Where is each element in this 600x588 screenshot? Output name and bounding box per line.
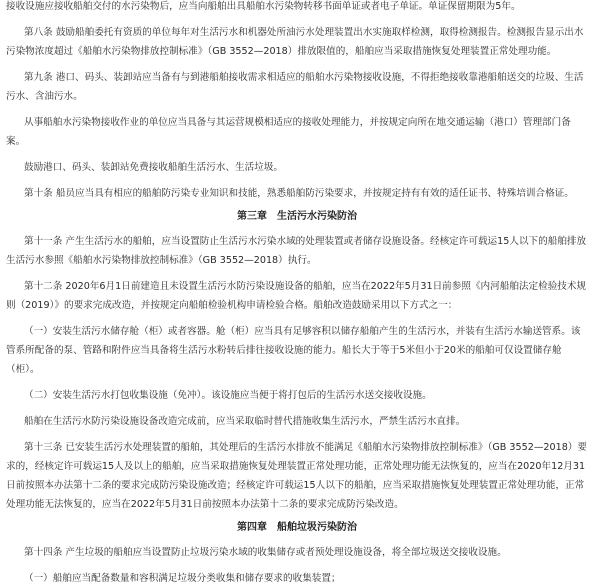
article-14: 第十四条 产生垃圾的船舶应当设置防止垃圾污染水域的收集储存或者预处理设施设备，将全部垃圾送交接收设施。 (24, 547, 507, 558)
article-11: 第十一条 产生生活污水的船舶，应当设置防止生活污水污染水域的处理装置或者储存设施设备。经核定许可载运15人以下的船舶排放生活污水参照《船舶水污染物排放控制标准》（GB 3552—2018）执行。 (6, 236, 587, 266)
paragraph-temporary-measures: 船舶在生活污水防污染设施设备改造完成前，应当采取临时替代措施收集生活污水，严禁生活污水直排。 (24, 416, 466, 427)
paragraph-receipt-certificate: 接收设施应接收船舶交付的水污染物后，应当向船舶出具船舶水污染物转移书面单证或者电子单证。单证保留期限为5年。 (6, 1, 521, 12)
article-10: 第十条 船员应当具有相应的船舶防污染专业知识和技能，熟悉船舶防污染要求，并按规定持有有效的适任证书、特殊培训合格证。 (24, 188, 574, 199)
article-13: 第十三条 已安装生活污水处理装置的船舶，其处理后的生活污水排放不能满足《船舶水污染物排放控制标准》（GB 3552—2018）要求的，经核定许可载运15人及以上的船舶，应当采取措施恢复处理装置正常处理功能，正常处理功能无法恢复的，应当在2020年12月31日前按照本办法第十二条的要求完成防污染设施改造；经核定许可载运15人以下的船舶，应当采取措施恢复处理装置正常处理功能，正常处理功能无法恢复的，应当在2022年5月31日前按照本办法第十二条的要求完成防污染改造。 (6, 442, 588, 510)
paragraph-receiving-units: 从事船舶水污染物接收作业的单位应当具备与其运营规模相适应的接收处理能力，并按规定向所在地交通运输（港口）管理部门备案。 (6, 117, 571, 147)
chapter-4-heading: 第四章 船舶垃圾污染防治 (237, 522, 357, 533)
paragraph-free-reception: 鼓励港口、码头、装卸站免费接收船舶生活污水、生活垃圾。 (24, 162, 284, 173)
article-12: 第十二条 2020年6月1日前建造且未设置生活污水防污染设施设备的船舶，应当在2022年5月31日前参照《内河船舶法定检验技术规则（2019）》的要求完成改造，并按规定向船舶检验机构申请检验合格。船舶改造鼓励采用以下方式之一： (6, 281, 587, 311)
chapter-3-heading: 第三章 生活污水污染防治 (237, 211, 357, 222)
article-9: 第九条 港口、码头、装卸站应当备有与到港船舶接收需求相适应的船舶水污染物接收设施，不得拒绝接收靠港船舶送交的垃圾、生活污水、含油污水。 (6, 72, 584, 102)
article-14-item-1: （一）船舶应当配备数量和容积满足垃圾分类收集和储存要求的收集装置； (24, 573, 341, 584)
article-12-item-2: （二）安装生活污水打包收集设施（免冲）。该设施应当便于将打包后的生活污水送交接收设施。 (24, 390, 432, 401)
article-8: 第八条 鼓励船舶委托有资质的单位每年对生活污水和机器处所油污水处理装置出水实施取样检测，取得检测报告。检测报告显示出水污染物浓度超过《船舶水污染物排放控制标准》（GB 3552—2018）排放限值的，船舶应当采取措施恢复处理装置正常处理功能。 (6, 27, 584, 57)
article-12-item-1: （一）安装生活污水储存舱（柜）或者容器。舱（柜）应当具有足够容积以储存船舶产生的生活污水，并装有生活污水输送管系。该管系所配备的泵、管路和附件应当具备将生活污水粉转后排往接收设施的能力。船长大于等于5米但小于20米的船舶可仅设置储存舱（柜）。 (6, 326, 581, 375)
